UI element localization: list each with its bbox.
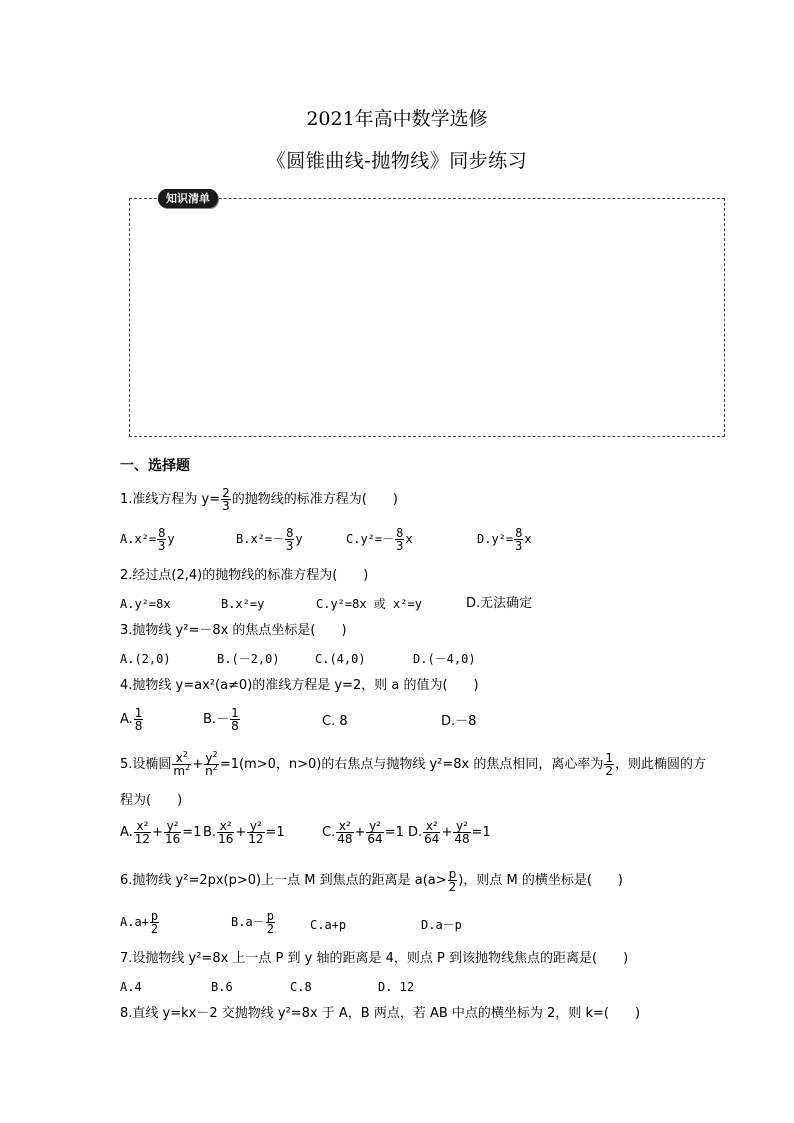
question-4-option-c: C. 8 [322, 714, 348, 729]
q5b-frac1 [217, 820, 234, 845]
q5b-x: x² [219, 819, 232, 833]
q1-frac-den: 3 [222, 499, 230, 513]
q5-frac-x [172, 752, 191, 777]
q5c-x: x² [338, 819, 351, 833]
q1a-post: y [167, 532, 175, 546]
q5a-x: x² [136, 819, 149, 833]
q4a-frac [134, 707, 144, 732]
q1d-frac [514, 527, 523, 552]
q5d-frac2 [453, 820, 470, 845]
q6a-p: p [150, 909, 159, 923]
q1a-pre: A.x²= [120, 532, 157, 546]
q5-text-a: 5.设椭圆 [120, 757, 172, 772]
q1-text-a: 1.准线方程为 y= [120, 492, 221, 507]
question-5-option-c: C. $\frac{\text{x²}}{48}$ + $\frac{\text{y²}}{64}$ =1 [322, 819, 404, 846]
q5-x2: $x^2$ [175, 750, 188, 765]
q1-frac-num: 2 [222, 486, 230, 500]
q5c-y: y² [369, 819, 381, 833]
q5a-y: y² [166, 819, 179, 833]
q1d-d: 3 [515, 539, 523, 553]
q1b-post: y [295, 532, 303, 546]
q5b-eq: =1 [265, 825, 285, 840]
section-title: 一、选择题 [120, 458, 190, 474]
q5-y2: $y^2$ [205, 750, 218, 765]
question-1-option-a [120, 527, 175, 552]
q5c-d2: 64 [367, 832, 383, 846]
question-4-option-a [120, 707, 144, 732]
q5d-y: y² [456, 819, 468, 833]
q1c-d: 3 [396, 539, 404, 553]
q5-e-n: 1 [605, 751, 614, 765]
question-3-stem: 3.抛物线 y²=－8x 的焦点坐标是( ) [120, 623, 347, 638]
q1a-n: 8 [158, 526, 166, 540]
q1c-post: x [405, 532, 413, 546]
q4b-d: 8 [231, 719, 239, 733]
q5a-eq: =1 [182, 825, 202, 840]
q1b-pre: B.x²=－ [236, 532, 285, 546]
question-7-stem: 7.设抛物线 y²=8x 上一点 P 到 y 轴的距离是 4，则点 P 到该抛物线焦点的距离是( ) [120, 951, 629, 966]
question-5-stem-line2: 程为( ) [120, 793, 183, 808]
question-8-stem: 8.直线 y=kx－2 交抛物线 y²=8x 于 A，B 两点，若 AB 中点的横坐标为 2，则 k=( ) [120, 1006, 641, 1021]
q5-m: m [173, 764, 186, 778]
question-3-option-c: C.(4,0) [315, 652, 366, 666]
q6b-p: p [266, 909, 274, 923]
question-1-option-b [236, 527, 303, 552]
knowledge-box [129, 198, 725, 437]
question-3-option-a: A.(2,0) [120, 652, 171, 666]
q5-x: x [175, 751, 183, 765]
q5-frac-y [204, 752, 219, 777]
q5c-d1: 48 [337, 832, 353, 846]
question-4-option-d: D.－8 [441, 714, 477, 729]
q5-m2: $m^2$ [173, 763, 191, 778]
q5-n2: $n^2$ [205, 763, 218, 778]
q5b-y: y² [249, 819, 262, 833]
question-2-stem: 2.经过点(2,4)的抛物线的标准方程为( ) [120, 568, 369, 583]
q1a-frac [157, 527, 166, 552]
q4a-d: 8 [134, 719, 143, 733]
q6-text-a: 6.抛物线 y²=2px(p>0)上一点 M 到焦点的距离是 a(a> [120, 873, 447, 888]
question-6-option-a [120, 910, 160, 935]
q6a-two: 2 [150, 922, 159, 936]
q6-frac [448, 868, 458, 893]
q1-text-b: 的抛物线的标准方程为( ) [231, 492, 398, 507]
q4a-pre: A. [120, 712, 133, 727]
q5d-x: x² [425, 819, 438, 833]
page-title: 2021年高中数学选修 [306, 108, 488, 130]
q5d-d1: 64 [424, 832, 440, 846]
q4b-frac [230, 707, 240, 732]
question-2-option-c: C.y²=8x 或 x²=y [316, 597, 422, 611]
question-6-stem [120, 868, 623, 893]
q1c-n: 8 [396, 526, 404, 540]
q5-y: y [205, 751, 213, 765]
question-6-option-c: C.a+p [310, 918, 347, 932]
q4b-pre: B.－ [203, 712, 230, 727]
q5c-pre: C. [322, 825, 336, 840]
q6b-pre: B.a－ [231, 915, 265, 929]
q1b-n: 8 [286, 526, 294, 540]
question-2-option-a: A.y²=8x [120, 597, 171, 611]
q5c-frac2 [366, 820, 383, 845]
question-1-option-d [477, 527, 532, 552]
q5-text-c: ，则此椭圆的方 [615, 757, 707, 772]
q1c-pre: C.y²=－ [346, 532, 395, 546]
q5d-d2: 48 [454, 832, 470, 846]
question-1-stem [120, 487, 398, 512]
question-7-option-c: C.8 [290, 980, 312, 994]
q5a-d2: 16 [164, 832, 181, 846]
q5c-eq: =1 [384, 825, 404, 840]
q5b-pre: B. [203, 825, 217, 840]
q5a-frac2 [164, 820, 181, 845]
knowledge-tag: 知识清单 [158, 189, 218, 208]
q6-two: 2 [448, 880, 457, 894]
question-5-option-a: A. $\frac{\text{x²}}{12}$ + $\frac{\text{y²}}{16}$ =1 [120, 819, 202, 846]
q5-text-b: =1(m>0，n>0)的右焦点与抛物线 y²=8x 的焦点相同，离心率为 [219, 757, 604, 772]
q4a-n: 1 [134, 706, 143, 720]
question-4-option-b [203, 707, 241, 732]
question-1-option-c [346, 527, 413, 552]
question-3-option-d: D.(－4,0) [413, 652, 476, 666]
q5b-d2: 12 [248, 832, 264, 846]
q6b-two: 2 [266, 922, 274, 936]
question-7-option-a: A.4 [120, 980, 142, 994]
q5c-frac1 [336, 820, 353, 845]
q5a-pre: A. [120, 825, 133, 840]
q5a-frac1 [134, 820, 151, 845]
q1d-post: x [524, 532, 532, 546]
question-7-option-b: B.6 [211, 980, 233, 994]
question-2-option-d: D.无法确定 [466, 596, 533, 611]
question-2-option-b: B.x²=y [221, 597, 265, 611]
q1c-frac [395, 527, 404, 552]
question-5-stem [120, 752, 706, 777]
q5d-eq: =1 [471, 825, 491, 840]
question-6-option-d: D.a－p [421, 918, 462, 932]
q1-fraction [221, 487, 231, 512]
q6b-frac [266, 910, 275, 935]
page-subtitle: 《圆锥曲线-抛物线》同步练习 [266, 150, 528, 172]
q5b-frac2 [247, 820, 264, 845]
q5-e-d: 2 [605, 764, 614, 778]
q1a-d: 3 [158, 539, 166, 553]
question-4-stem: 4.抛物线 y=ax²(a≠0)的准线方程是 y=2，则 a 的值为( ) [120, 678, 479, 693]
question-5-option-b: B. $\frac{\text{x²}}{16}$ + $\frac{\text{y²}}{12}$ =1 [203, 819, 285, 846]
q6a-frac [150, 910, 159, 935]
q5a-d1: 12 [134, 832, 151, 846]
question-6-option-b [231, 910, 276, 935]
q6-p: p [448, 867, 457, 881]
q1b-d: 3 [286, 539, 294, 553]
q5b-d1: 16 [218, 832, 234, 846]
question-3-option-b: B.(－2,0) [217, 652, 280, 666]
q5d-pre: D. [408, 825, 423, 840]
q1d-pre: D.y²= [477, 532, 514, 546]
q6a-pre: A.a+ [120, 915, 149, 929]
q4b-n: 1 [231, 706, 239, 720]
q5-frac-e [604, 752, 614, 777]
q5-plus: + [192, 757, 204, 772]
question-7-option-d: D. 12 [378, 980, 415, 994]
q1d-n: 8 [515, 526, 523, 540]
q5-n: n [205, 764, 213, 778]
question-5-option-d: D. $\frac{\text{x²}}{64}$ + $\frac{\text{y²}}{48}$ =1 [408, 819, 491, 846]
q5d-frac1 [423, 820, 440, 845]
q6-text-b: )，则点 M 的横坐标是( ) [458, 873, 623, 888]
q1b-frac [285, 527, 294, 552]
